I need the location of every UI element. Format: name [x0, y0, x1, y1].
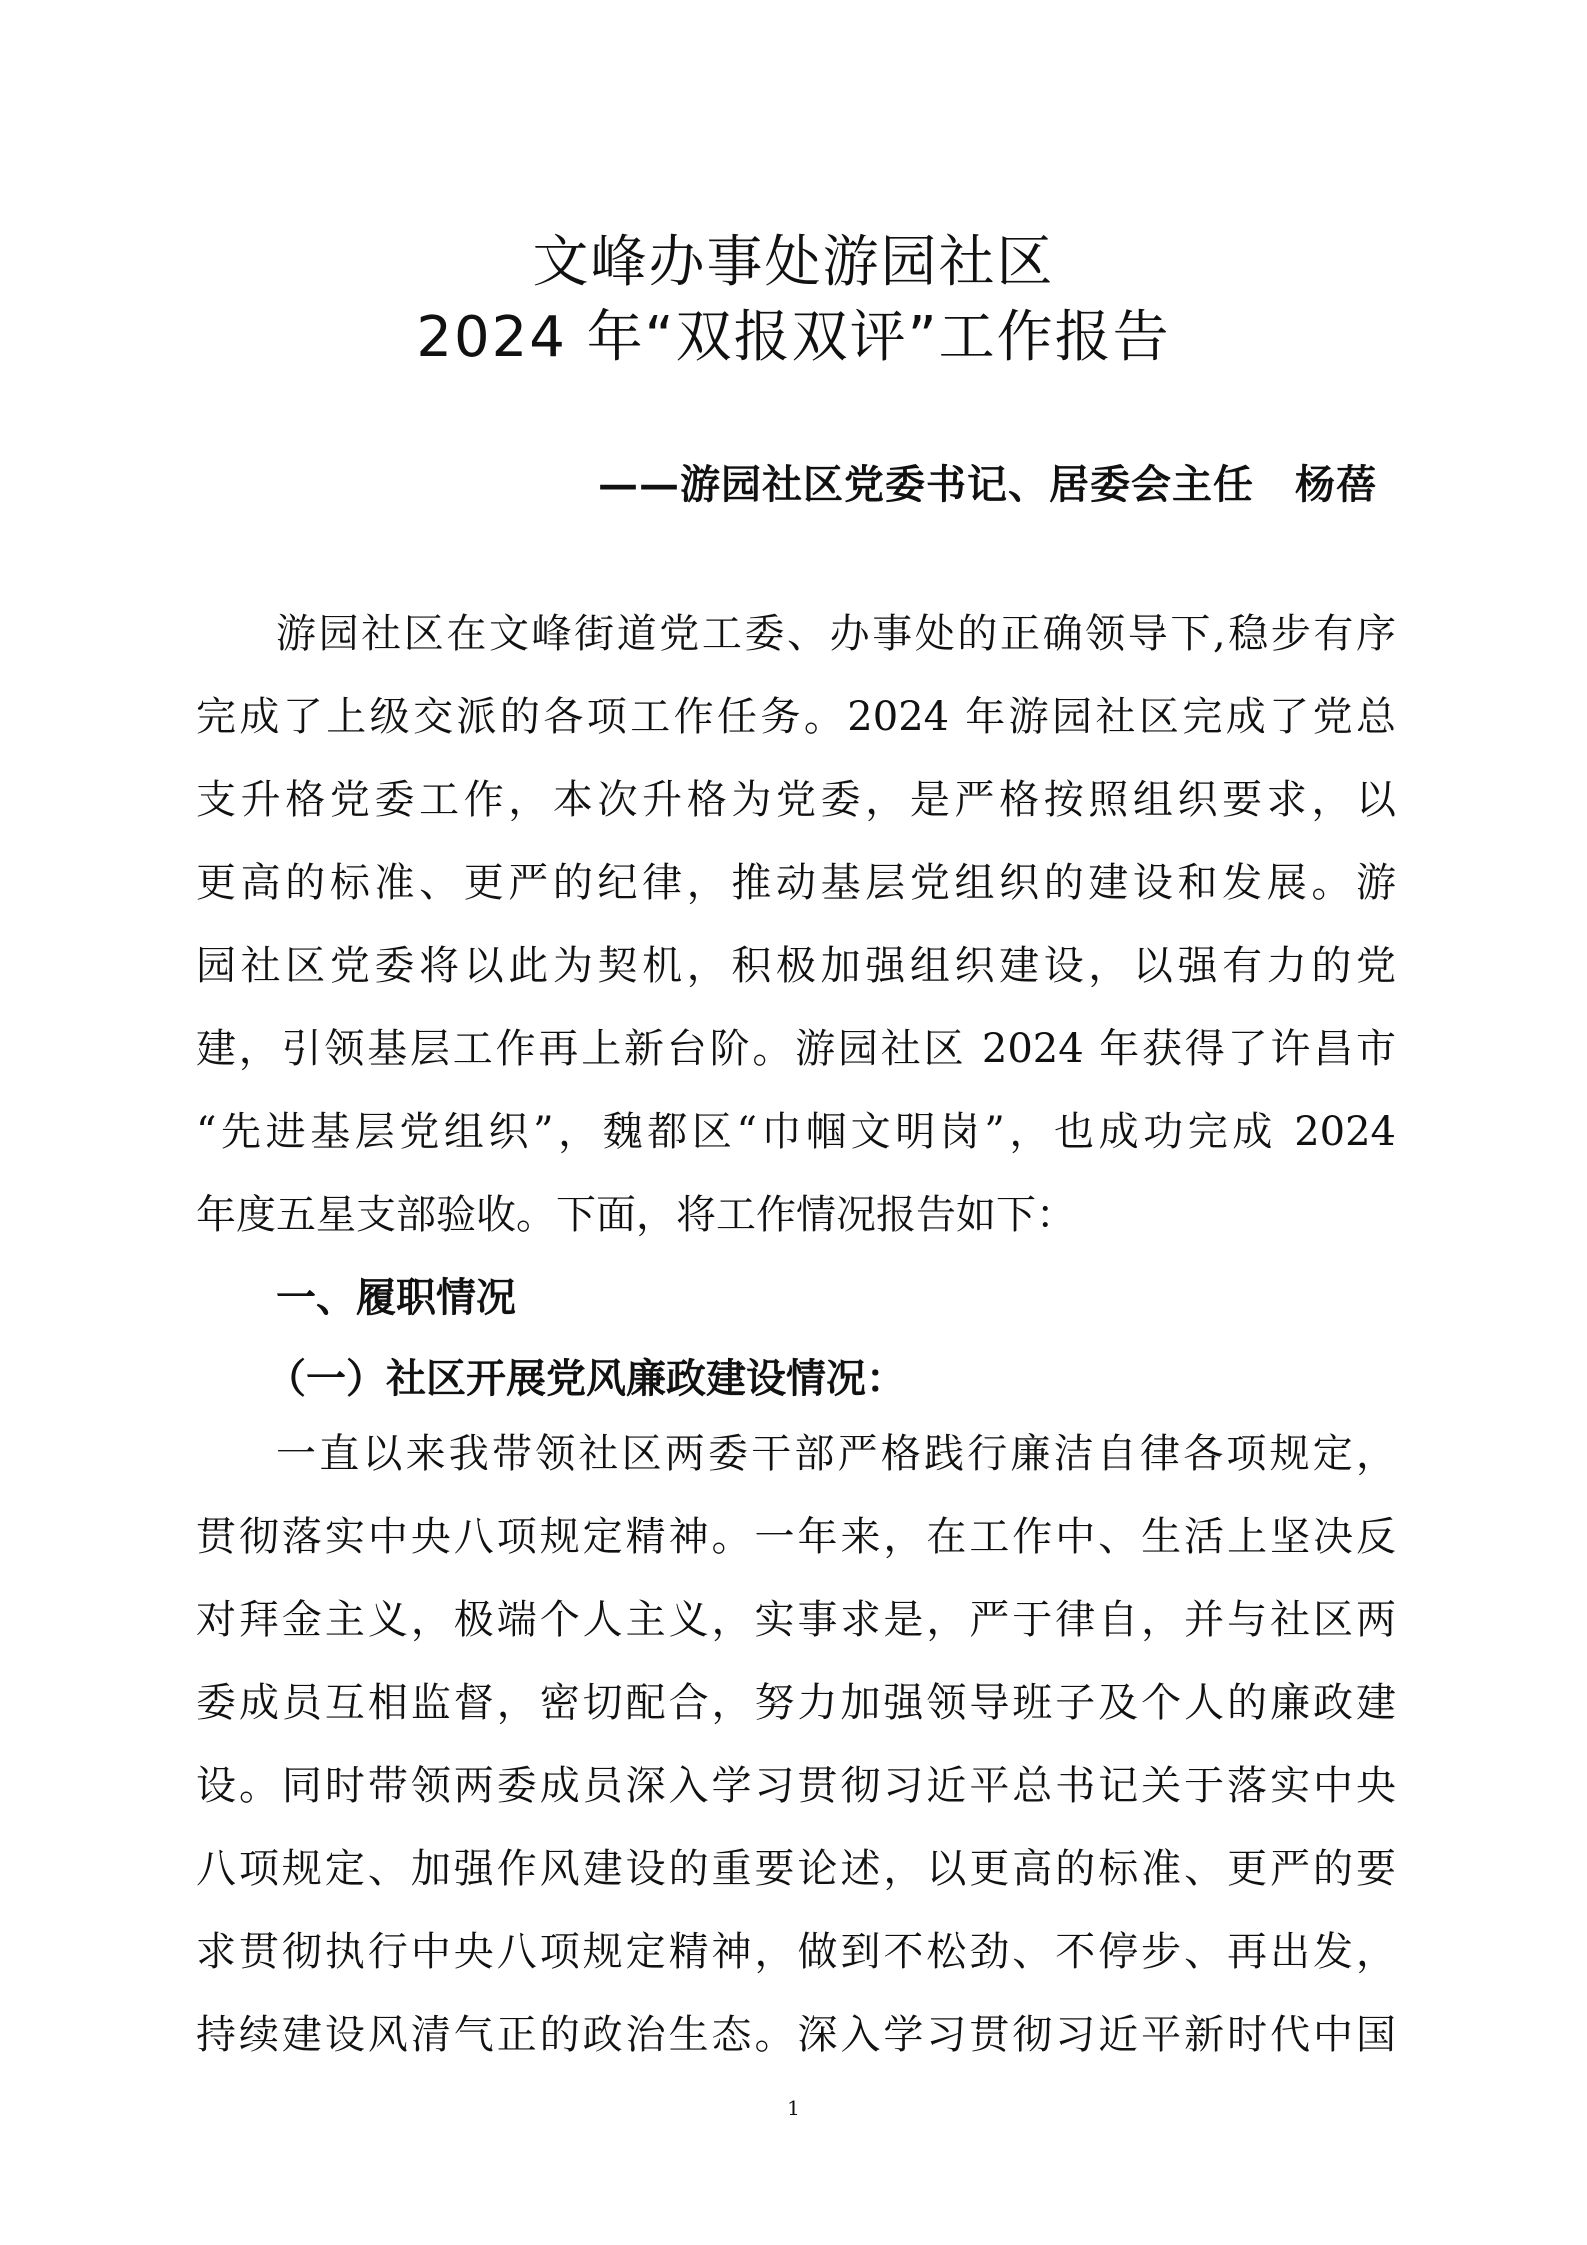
paragraph-line: “先进基层党组织”，魏都区“巾帼文明岗”，也成功完成 2024 — [196, 1109, 1396, 1155]
paragraph-line: 建，引领基层工作再上新台阶。游园社区 2024 年获得了许昌市 — [196, 1026, 1396, 1072]
paragraph-line: 设。同时带领两委成员深入学习贯彻习近平总书记关于落实中央 — [196, 1763, 1396, 1809]
paragraph-line: 求贯彻执行中央八项规定精神，做到不松劲、不停步、再出发， — [196, 1929, 1396, 1975]
paragraph-line: 委成员互相监督，密切配合，努力加强领导班子及个人的廉政建 — [196, 1680, 1396, 1726]
paragraph-line: 支升格党委工作，本次升格为党委，是严格按照组织要求，以 — [196, 777, 1396, 823]
author-byline: ——游园社区党委书记、居委会主任 杨蓓 — [598, 461, 1377, 508]
paragraph-line: 对拜金主义，极端个人主义，实事求是，严于律自，并与社区两 — [196, 1597, 1396, 1643]
paragraph-line: 贯彻落实中央八项规定精神。一年来，在工作中、生活上坚决反 — [196, 1514, 1396, 1560]
page-number: 1 — [787, 2096, 800, 2120]
paragraph-line: 年度五星支部验收。下面，将工作情况报告如下： — [196, 1192, 1076, 1238]
paragraph-line: 园社区党委将以此为契机，积极加强组织建设，以强有力的党 — [196, 943, 1396, 989]
paragraph-intro — [196, 593, 1396, 1257]
paragraph-line: 更高的标准、更严的纪律，推动基层党组织的建设和发展。游 — [196, 860, 1396, 906]
paragraph-line: 游园社区在文峰街道党工委、办事处的正确领导下,稳步有序 — [276, 611, 1396, 657]
paragraph-line: 完成了上级交派的各项工作任务。2024 年游园社区完成了党总 — [196, 694, 1396, 740]
section-heading-1: 一、履职情况 — [276, 1275, 516, 1321]
subsection-heading-1: （一）社区开展党风廉政建设情况： — [266, 1355, 906, 1402]
paragraph-party-conduct — [196, 1413, 1396, 2077]
paragraph-line: 一直以来我带领社区两委干部严格践行廉洁自律各项规定， — [276, 1431, 1396, 1477]
paragraph-line: 持续建设风清气正的政治生态。深入学习贯彻习近平新时代中国 — [196, 2012, 1396, 2058]
document-title-line2: 2024 年“双报双评”工作报告 — [416, 305, 1171, 370]
paragraph-line: 八项规定、加强作风建设的重要论述，以更高的标准、更严的要 — [196, 1846, 1396, 1892]
document-title-line1: 文峰办事处游园社区 — [532, 230, 1055, 295]
